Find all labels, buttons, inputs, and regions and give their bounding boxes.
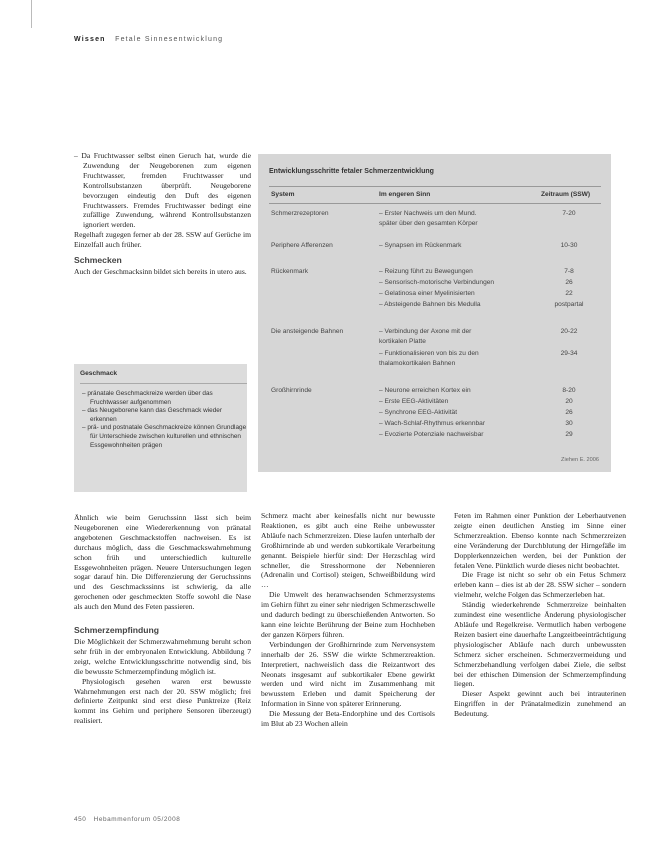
running-header [74, 36, 223, 43]
column-left-top [74, 151, 251, 277]
table-system: Periphere Afferenzen [271, 242, 333, 249]
table-cell: – Gelatinosa einer Myelinisierten [379, 290, 475, 297]
table-time: 7-8 [564, 268, 574, 275]
table-time: postpartal [554, 301, 584, 308]
table-system: Die ansteigende Bahnen [271, 328, 344, 335]
table-time: 26 [565, 279, 573, 286]
table-system: Rückenmark [271, 268, 309, 275]
infobox-item: – pränatale Geschmackreize werden über das Fruchtwasser aufgenommen [82, 390, 213, 406]
table-cell: – Synchrone EEG-Aktivität [379, 409, 458, 416]
table-time: 29 [565, 431, 573, 438]
paragraph: Schmerz macht aber keinesfalls nicht nur bewusste Reaktionen, es gibt auch eine Reihe unbewusster Abläufe nach Schmerzreizen. Diese laufen unterhalb der Großhirnrinde ab und werden subkortikale Verarbeitung genannt. Beispiele hierfür sind: Der Herzschlag wird schneller, die Stresshormone der Nebennieren (Adrenalin und Cortisol) steigen, Schweißbildung wird … [261, 511, 435, 590]
development-table [258, 154, 611, 472]
infobox-item: – prä- und postnatale Geschmackreize können Grundlage für Unterschiede zwischen kulturellen und ethnischen Essgewohnheiten prägen [82, 424, 247, 449]
heading-schmerzempfindung: Schmerzempfindung [74, 625, 159, 636]
paragraph: Ähnlich wie beim Geruchssinn lässt sich beim Neugeborenen eine Wiedererkennung von pränatal angebotenen Geschmackstoffen nachweisen. Es ist durchaus möglich, dass die Geschmackswahrnehmung schon früh und unterschiedlich kulturelle Essgewohnheiten prägen. Neuere Untersuchungen legen sogar darauf hin. Die Differenzierung der Geruchssinns und des Geschmackssinns ist schwierig, da alle gerochenen oder geschmeckten Stoffe sowohl die Nase als auch den Mund des Feten passieren. [74, 513, 251, 612]
table-time: 10-30 [560, 242, 578, 249]
paragraph: – Da Fruchtwasser selbst einen Geruch hat, wurde die Zuwendung der Neugeborenen zum eigenen Fruchtwasser, fremden Fruchtwasser und Kontrollsubstanzen überprüft. Neugeborene bevorzugen eindeutig den Duft des eigenen Fruchtwassers. Fremdes Fruchtwasser bedingt eine zufällige Zuwendung, während Kontrollsubstanzen ignoriert werden. [74, 151, 251, 230]
paragraph: Verbindungen der Großhirnrinde zum Nervensystem innerhalb der 26. SSW die wirkte Schmerzreaktion. Interpretiert, nachweislich dass die Reizantwort des Neonats insgesamt auf subkortikaler Ebene gewirkt werden und wird nicht im Zusammenhang mit bewusstem Erleben und damit Speicherung der Information in Sinne von späterer Erinnerung. [261, 639, 435, 709]
table-cell: – Evozierte Potenziale nachweisbar [379, 431, 484, 438]
column-middle [261, 511, 435, 729]
table-title: Entwicklungsschritte fetaler Schmerzentwicklung [269, 168, 434, 175]
table-system: Schmerzrezeptoren [271, 210, 329, 217]
table-cell: – Erste EEG-Aktivitäten [379, 398, 449, 405]
paragraph: Ständig wiederkehrende Schmerzreize beinhalten zumindest eine wesentliche Änderung physiologischer Abläufe und Regelkreise. Vermutlich haben verbogene Reizen basiert eine dauerhafte Langzeitbeeinträchtigung physiologischer Abläufe nach durch unbewussten Schmerz sicher erscheinen. Schmerzvermeidung und Schmerzbehandlung verfolgen dabei Ziele, die selbst bei der ethischen Dimension der Schmerzempfindung liegen. [454, 600, 626, 689]
heading-schmecken: Schmecken [74, 255, 122, 266]
header-topic: Fetale Sinnesentwicklung [115, 36, 224, 43]
column-right [454, 511, 626, 719]
table-system: Großhirnrinde [271, 387, 312, 394]
table-cell: kortikalen Platte [379, 338, 426, 345]
column-left-bottom [74, 513, 251, 726]
paragraph: Regelhaft zugegen ferner ab der 28. SSW auf Gerüche im Einzelfall auch früher. [74, 230, 251, 250]
table-time: 22 [565, 290, 573, 297]
table-cell: später über den gesamten Körper [379, 220, 478, 227]
paragraph: Auch der Geschmacksinn bildet sich bereits in utero aus. [74, 266, 247, 276]
infobox-item: – das Neugeborene kann das Geschmack wieder erkennen [82, 407, 222, 423]
table-cell: – Synapsen im Rückenmark [379, 242, 462, 249]
paragraph: Die Umwelt des heranwachsenden Schmerzsystems im Gehirn führt zu einer sehr niedrigen Schmerzschwelle und dadurch bedingt zu überschießenden Antworten. So kann eine leichte Berührung der Beine zum Hochheben der ganzen Körpers führen. [261, 590, 435, 639]
table-source: Ziehen E. 2006 [561, 457, 599, 463]
geschmack-infobox [74, 364, 247, 492]
margin-rule [31, 0, 32, 28]
table-cell: – Erster Nachweis um den Mund. [379, 210, 477, 217]
table-cell: – Sensorisch-motorische Verbindungen [379, 279, 495, 286]
header-section: Wissen [74, 36, 106, 43]
table-time: 7-20 [562, 210, 576, 217]
table-col-header: Zeitraum (SSW) [541, 191, 591, 198]
table-header [269, 186, 601, 204]
table-cell: – Reizung führt zu Bewegungen [379, 268, 473, 275]
table-time: 29-34 [560, 350, 578, 357]
table-time: 20-22 [560, 328, 578, 335]
infobox-title: Geschmack [80, 370, 118, 377]
table-time: 26 [565, 409, 573, 416]
table-cell: – Funktionalisieren von bis zu den [379, 350, 479, 357]
journal-name: Hebammenforum 05/2008 [93, 816, 181, 823]
table-cell: – Neurone erreichen Kortex ein [379, 387, 471, 394]
table-time: 30 [565, 420, 573, 427]
table-time: 20 [565, 398, 573, 405]
paragraph: Dieser Aspekt gewinnt auch bei intrauterinen Eingriffen in der Pränatalmedizin zunehmend an Bedeutung. [454, 689, 626, 719]
paragraph: Physiologisch gesehen waren erst bewusste Wahrnehmungen erst nach der 20. SSW möglich; frei definierte Zeitpunkt sind erst diese Punktreize (Reiz kommt ins Gehirn und periphere Sensoren überzeugt) realisiert. [74, 676, 251, 726]
paragraph: Die Frage ist nicht so sehr ob ein Fetus Schmerz erleben kann – dies ist ab der 28. SSW sicher – sondern vielmehr, welche Folgen das Schmerzerleben hat. [454, 570, 626, 600]
table-time: 8-20 [562, 387, 576, 394]
infobox-list [80, 383, 247, 450]
table-col-header: System [271, 191, 295, 198]
table-cell: – Verbindung der Axone mit der [379, 328, 472, 335]
table-col-header: Im engeren Sinn [379, 191, 431, 198]
table-cell: – Wach-Schlaf-Rhythmus erkennbar [379, 420, 486, 427]
table-cell: thalamokortikalen Bahnen [379, 360, 456, 367]
page-number: 450 [74, 816, 87, 823]
paragraph: Feten im Rahmen einer Punktion der Leberhautvenen zeigte einen deutlichen Anstieg im Sinne einer Schmerzreaktion. Ebenso konnte nach Schmerzreizen eine Veränderung der Durchblutung der Hirngefäße im Dopplerkennzeichen werden, bei der Punktion der fetalen Vene. Pünktlich wurde dieses nicht beobachtet. [454, 511, 626, 570]
paragraph: Die Messung der Beta-Endorphine und des Cortisols im Blut ab 23 Wochen allein [261, 709, 435, 729]
page-footer [74, 816, 180, 823]
table-cell: – Absteigende Bahnen bis Medulla [379, 301, 481, 308]
paragraph: Die Möglichkeit der Schmerzwahrnehmung beruht schon sehr früh in der embryonalen Entwicklung. Abbildung 7 zeigt, welche Entwicklungsschritte notwendig sind, bis die bewusste Schmerzempfindung möglich ist. [74, 636, 251, 676]
